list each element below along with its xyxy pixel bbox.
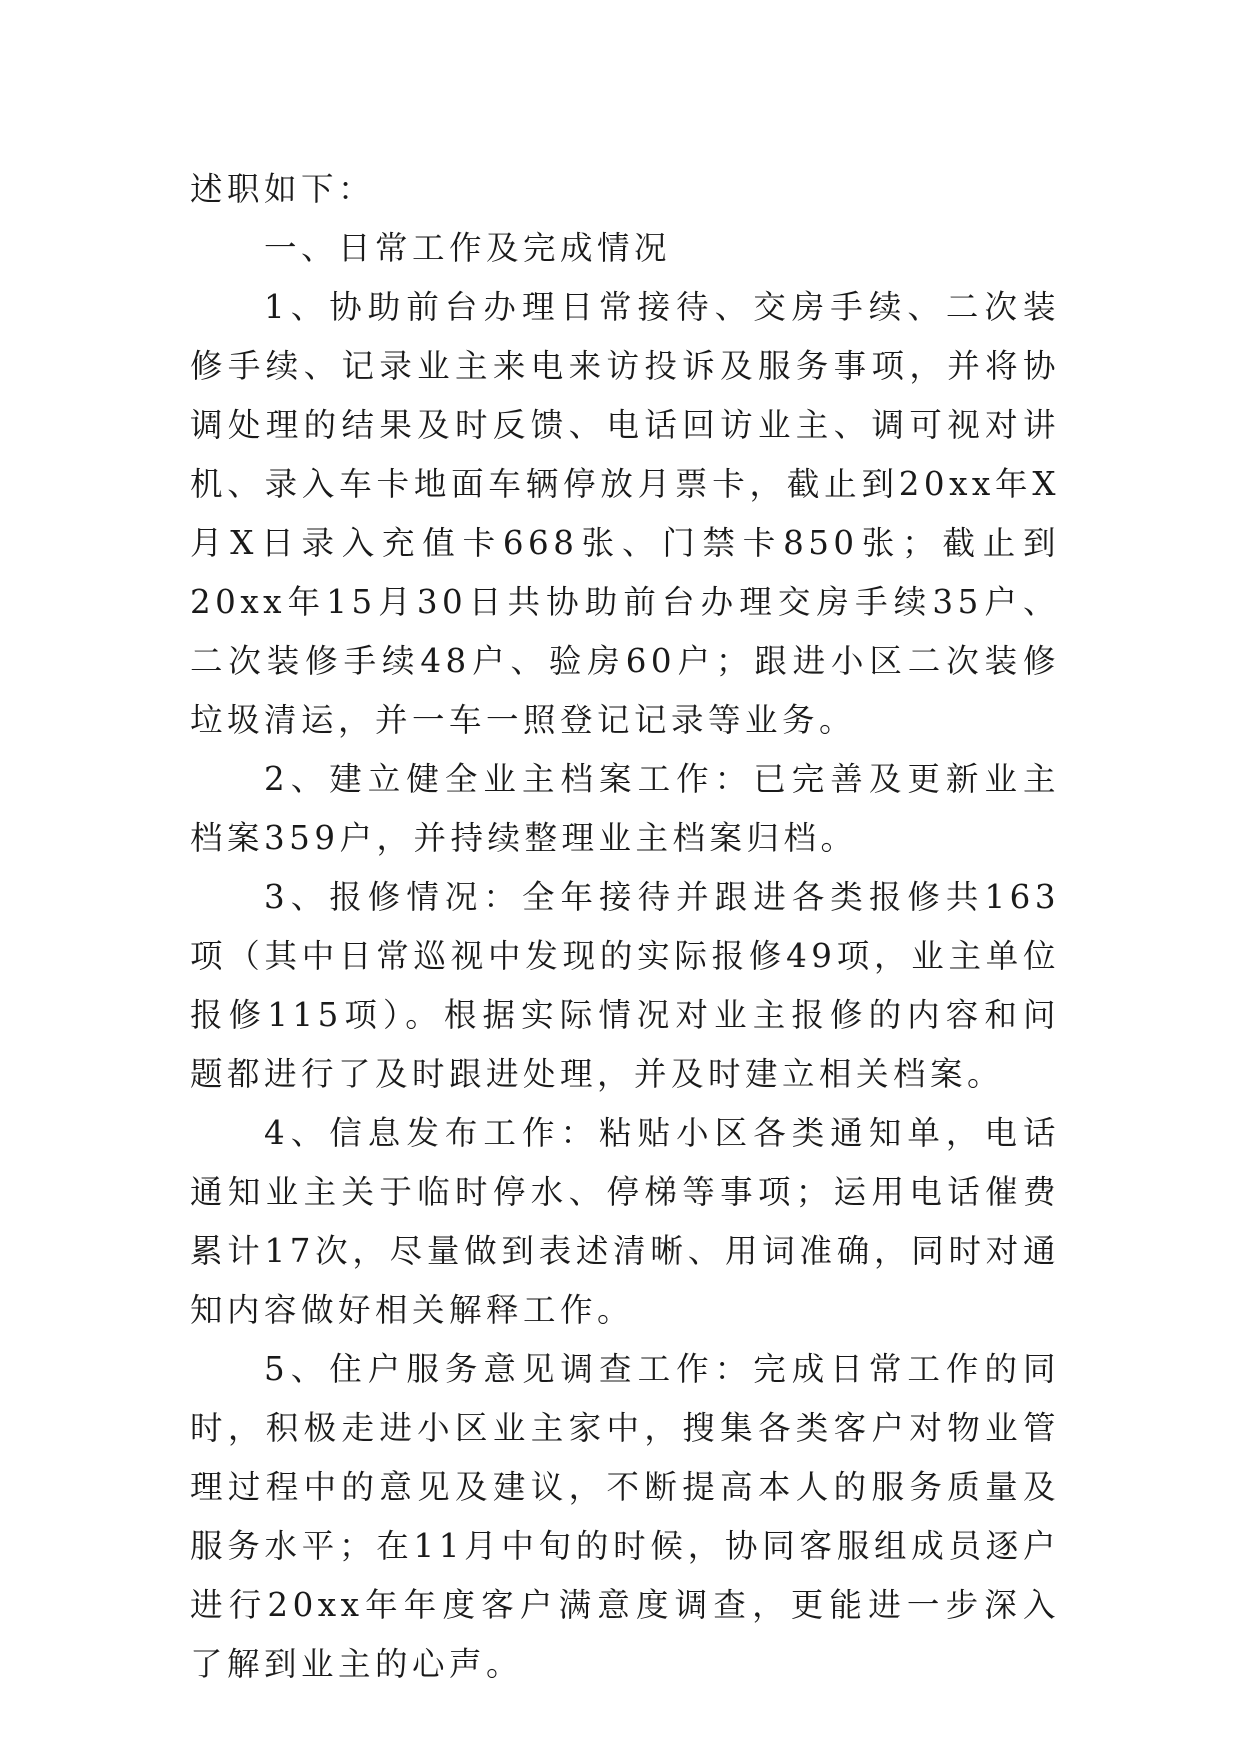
document-body: [190, 160, 1060, 1694]
paragraph-4: 4、信息发布工作：粘贴小区各类通知单，电话通知业主关于临时停水、停梯等事项；运用电话催费累计17次，尽量做到表述清晰、用词准确，同时对通知内容做好相关解释工作。: [190, 1114, 1060, 1329]
paragraph-5: 5、住户服务意见调查工作：完成日常工作的同时，积极走进小区业主家中，搜集各类客户对物业管理过程中的意见及建议，不断提高本人的服务质量及服务水平；在11月中旬的时候，协同客服组成员逐户进行20xx年年度客户满意度调查，更能进一步深入了解到业主的心声。: [190, 1350, 1060, 1683]
intro-text: 述职如下：: [190, 170, 376, 208]
section-heading: 一、日常工作及完成情况: [264, 229, 672, 267]
paragraph-2: 2、建立健全业主档案工作：已完善及更新业主档案359户，并持续整理业主档案归档。: [190, 760, 1060, 857]
paragraph-3: 3、报修情况：全年接待并跟进各类报修共163项（其中日常巡视中发现的实际报修49项，业主单位报修115项）。根据实际情况对业主报修的内容和问题都进行了及时跟进处理，并及时建立相关档案。: [190, 878, 1060, 1093]
paragraph-1: 1、协助前台办理日常接待、交房手续、二次装修手续、记录业主来电来访投诉及服务事项，并将协调处理的结果及时反馈、电话回访业主、调可视对讲机、录入车卡地面车辆停放月票卡，截止到20xx年X月X日录入充值卡668张、门禁卡850张；截止到20xx年15月30日共协助前台办理交房手续35户、二次装修手续48户、验房60户；跟进小区二次装修垃圾清运，并一车一照登记记录等业务。: [190, 288, 1060, 739]
